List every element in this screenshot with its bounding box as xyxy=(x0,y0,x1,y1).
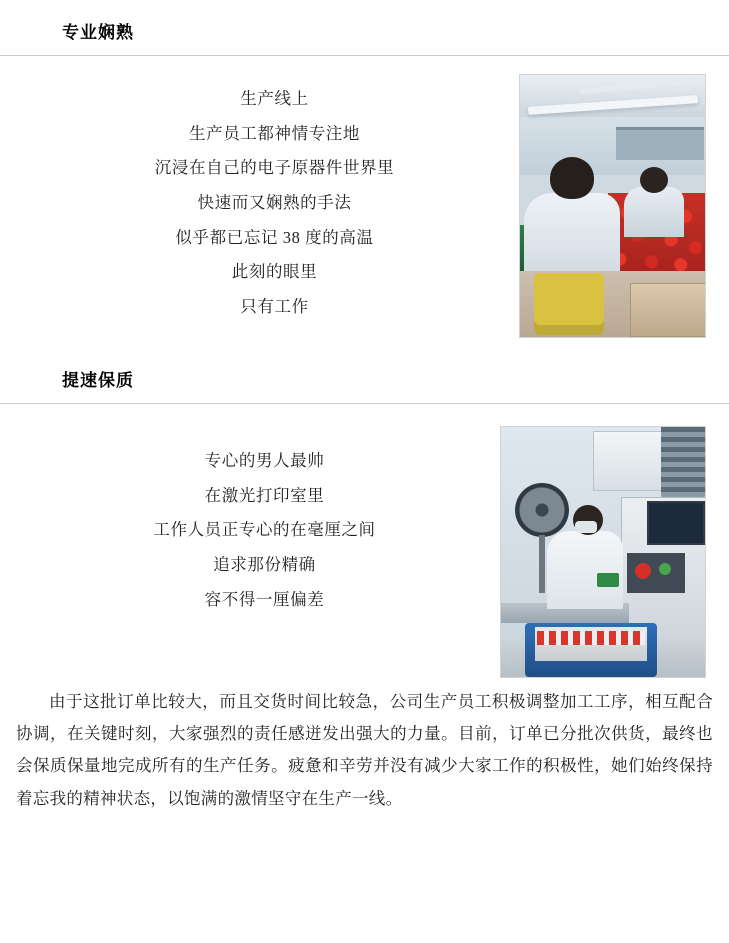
poem-line: 容不得一厘偏差 xyxy=(204,589,325,609)
photo-start-button xyxy=(659,563,671,575)
photo-face-mask xyxy=(575,521,597,533)
heading-spacer-2 xyxy=(0,391,729,403)
photo-worker-2-head xyxy=(640,167,668,193)
photo-carton-box xyxy=(630,283,706,337)
photo-ventilation-duct xyxy=(661,427,705,501)
poem-line: 生产线上 xyxy=(240,89,309,108)
poem-line: 此刻的眼里 xyxy=(231,262,318,282)
photo-monitor xyxy=(647,501,705,545)
poem-line: 快速而又娴熟的手法 xyxy=(197,192,352,212)
photo-fan-pole xyxy=(539,535,545,593)
top-spacer xyxy=(0,0,729,18)
photo-worker-2-body xyxy=(624,187,684,237)
section-heading-professional: 专业娴熟 xyxy=(62,23,134,42)
poem-line: 在激光打印室里 xyxy=(204,485,325,505)
heading-spacer-1 xyxy=(0,43,729,55)
section-heading-speed-quality: 提速保质 xyxy=(62,371,134,390)
photo-emergency-button xyxy=(635,563,651,579)
photo-air-conditioner xyxy=(593,431,669,491)
photo-green-part xyxy=(597,573,619,587)
poem-line: 只有工作 xyxy=(240,296,309,316)
poem-line: 专心的男人最帅 xyxy=(204,451,325,470)
photo-red-parts-stack xyxy=(537,631,645,645)
photo-worker-1-head xyxy=(550,157,594,199)
photo-shelf xyxy=(616,127,704,160)
section-block-2 xyxy=(0,404,729,686)
poem-line: 似乎都已忘记 38 度的高温 xyxy=(175,227,374,247)
photo-electric-fan xyxy=(515,483,569,537)
poem-line: 工作人员正专心的在毫厘之间 xyxy=(153,520,376,540)
photo-chair xyxy=(534,273,604,335)
poem-line: 追求那份精确 xyxy=(213,554,316,574)
section-block-1 xyxy=(0,56,729,366)
poem-line: 沉浸在自己的电子原器件世界里 xyxy=(154,158,395,178)
assembly-line-photo xyxy=(519,74,706,338)
closing-paragraph: 由于这批订单比较大，而且交货时间比较急，公司生产员工积极调整加工工序，相互配合协调，在关键时刻，大家强烈的责任感迸发出强大的力量。目前，订单已分批次供货，最终也会保质保量地完成所有的生产任务。疲惫和辛劳并没有减少大家工作的积极性，她们始终保持着忘我的精神状态，以饱满的激情坚守在生产一线。 xyxy=(16,692,713,808)
laser-room-photo xyxy=(500,426,706,678)
poem-line: 生产员工都神情专注地 xyxy=(189,123,360,143)
photo-worker-body xyxy=(547,531,623,609)
